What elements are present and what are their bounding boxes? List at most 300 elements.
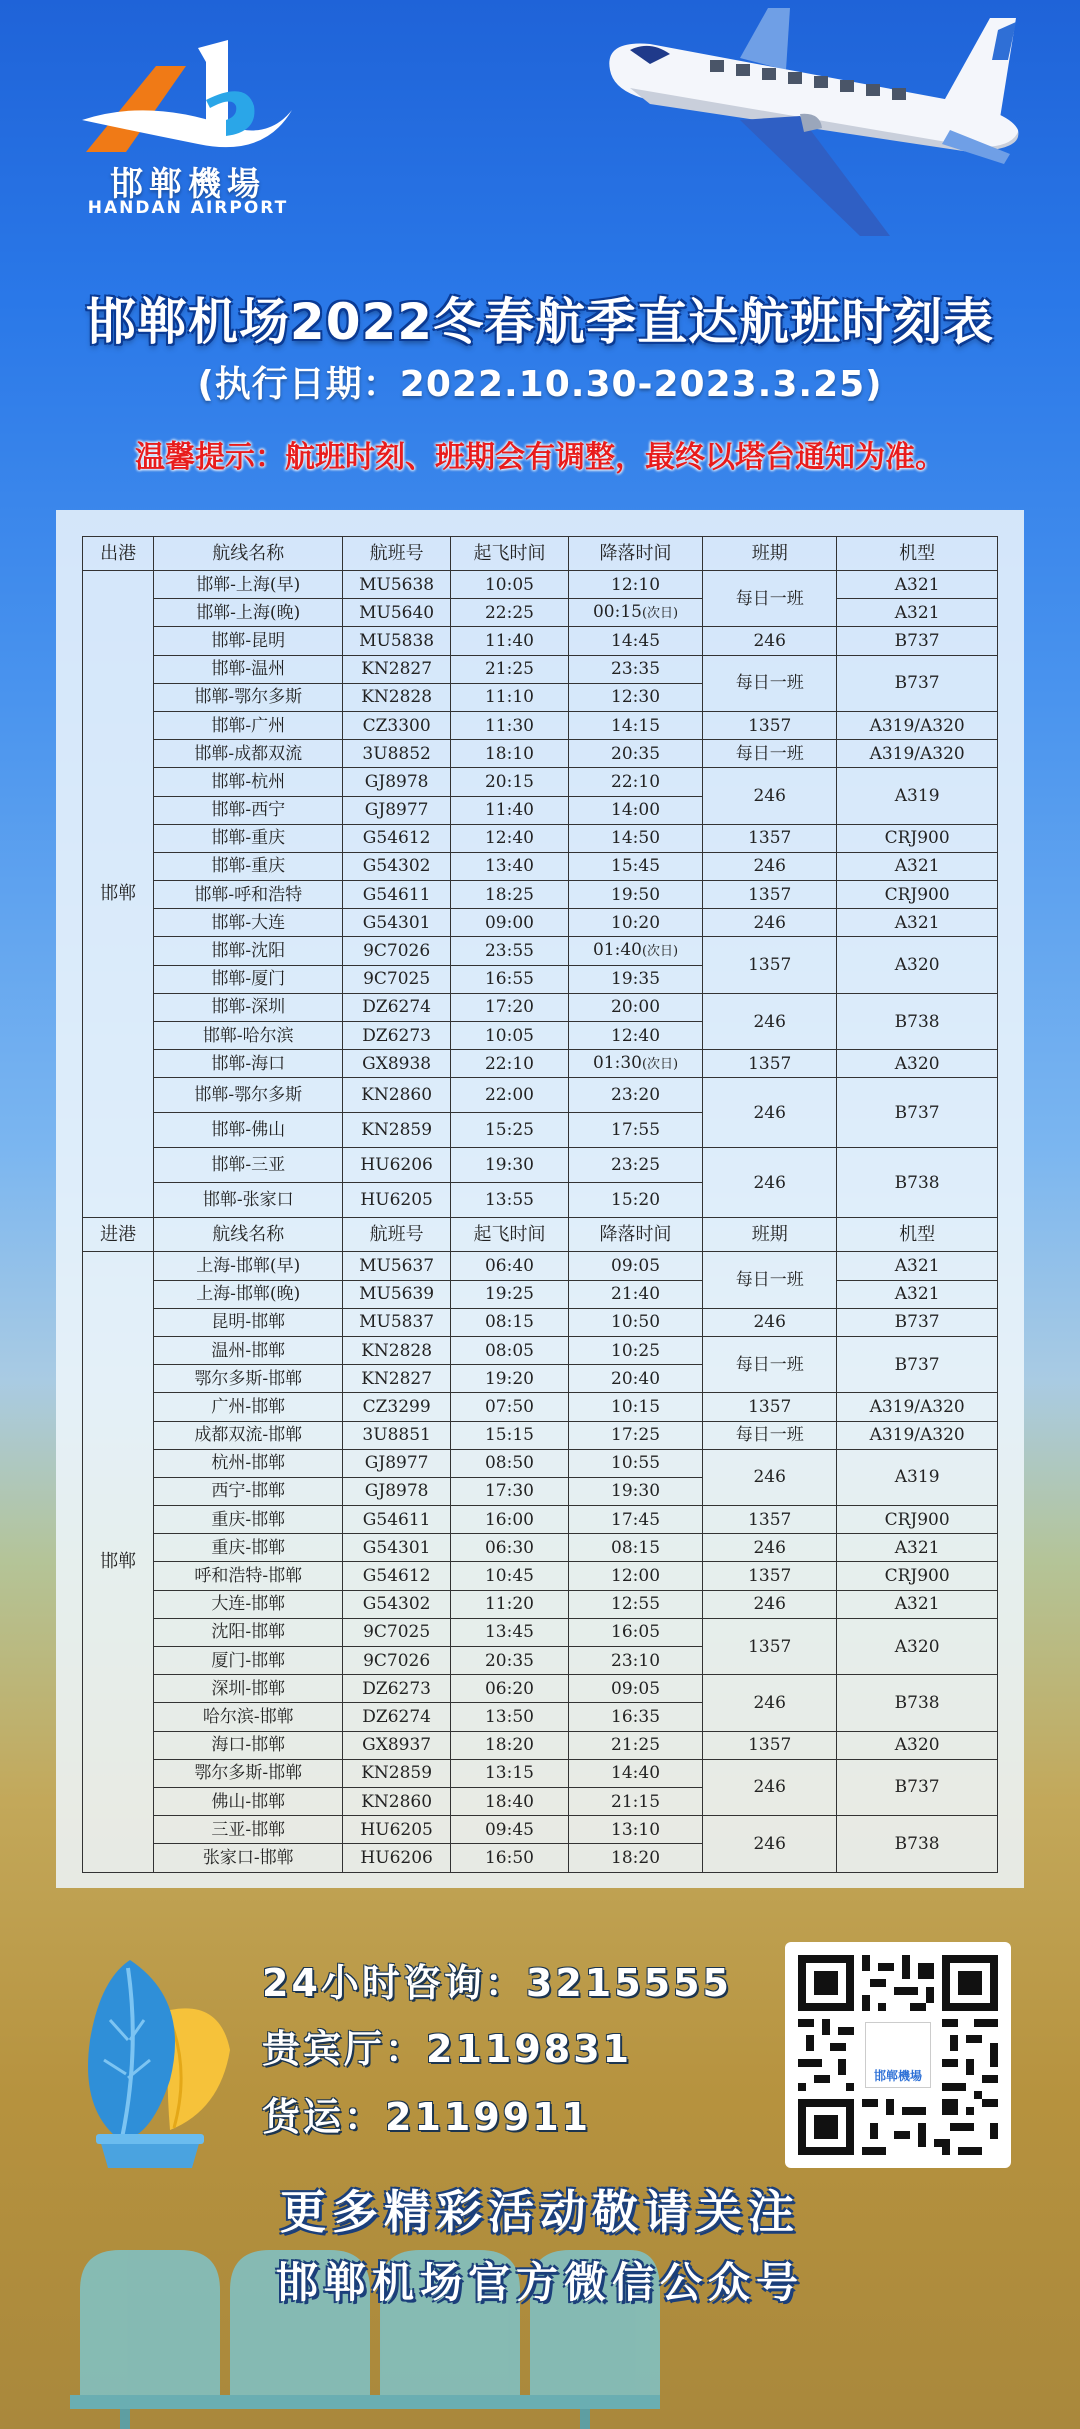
dep-time-cell: 10:05 (451, 571, 569, 599)
aircraft-cell: A319 (837, 1449, 998, 1505)
dep-time-cell: 11:40 (451, 627, 569, 655)
aircraft-cell: A321 (837, 852, 998, 880)
dep-time-cell: 16:00 (451, 1506, 569, 1534)
aircraft-cell: B738 (837, 1816, 998, 1872)
dep-time-cell: 20:15 (451, 768, 569, 796)
days-cell: 1357 (703, 881, 837, 909)
aircraft-cell: CRJ900 (837, 1506, 998, 1534)
page-title: 邯郸机场2022冬春航季直达航班时刻表 (85, 293, 995, 351)
arr-time-cell: 16:05 (568, 1618, 702, 1646)
notice-text: 温馨提示：航班时刻、班期会有调整，最终以塔台通知为准。 (135, 440, 945, 475)
dep-time-cell: 18:10 (451, 740, 569, 768)
aircraft-cell: A319/A320 (837, 1393, 998, 1421)
dep-time-cell: 11:40 (451, 796, 569, 824)
route-cell: 海口-邯郸 (154, 1731, 343, 1759)
days-cell: 246 (703, 1308, 837, 1336)
route-cell: 重庆-邯郸 (154, 1534, 343, 1562)
arr-time-cell: 15:20 (568, 1183, 702, 1218)
route-cell: 邯郸-鄂尔多斯 (154, 683, 343, 711)
flight-cell: GJ8977 (343, 1449, 451, 1477)
cargo-text: 货运：2119911 (262, 2095, 592, 2139)
dep-time-cell: 10:45 (451, 1562, 569, 1590)
dep-time-cell: 11:20 (451, 1590, 569, 1618)
dep-time-cell: 16:50 (451, 1844, 569, 1872)
arr-time-cell: 17:25 (568, 1421, 702, 1449)
dep-time-cell: 23:55 (451, 937, 569, 965)
dep-time-cell: 21:25 (451, 655, 569, 683)
dep-time-cell: 22:25 (451, 599, 569, 627)
header-cell: 航线名称 (154, 537, 343, 571)
aircraft-cell: B737 (837, 1759, 998, 1815)
days-cell: 246 (703, 1590, 837, 1618)
aircraft-cell: A321 (837, 1280, 998, 1308)
route-cell: 邯郸-大连 (154, 909, 343, 937)
aircraft-cell: B737 (837, 655, 998, 711)
route-cell: 西宁-邯郸 (154, 1477, 343, 1505)
dep-time-cell: 10:05 (451, 1022, 569, 1050)
flight-cell: G54301 (343, 1534, 451, 1562)
arr-time-cell: 21:25 (568, 1731, 702, 1759)
arr-time-cell: 10:55 (568, 1449, 702, 1477)
table-row (83, 1759, 998, 1787)
flight-cell: G54302 (343, 1590, 451, 1618)
route-cell: 邯郸-上海(早) (154, 571, 343, 599)
flight-cell: MU5637 (343, 1252, 451, 1280)
route-cell: 邯郸-成都双流 (154, 740, 343, 768)
days-cell: 每日一班 (703, 655, 837, 711)
dep-time-cell: 13:55 (451, 1183, 569, 1218)
arr-time-cell: 20:00 (568, 993, 702, 1021)
flight-cell: HU6205 (343, 1816, 451, 1844)
table-row (83, 1148, 998, 1183)
route-cell: 邯郸-深圳 (154, 993, 343, 1021)
route-cell: 广州-邯郸 (154, 1393, 343, 1421)
table-row (83, 599, 998, 627)
next-day-note: (次日) (641, 944, 679, 960)
arrival-header-row (83, 1218, 998, 1252)
route-cell: 邯郸-鄂尔多斯 (154, 1078, 343, 1113)
days-cell: 每日一班 (703, 1252, 837, 1308)
flight-cell: HU6206 (343, 1148, 451, 1183)
arr-time-cell (568, 599, 702, 627)
table-row (83, 1393, 998, 1421)
flight-cell: MU5837 (343, 1308, 451, 1336)
flight-cell: GJ8978 (343, 1477, 451, 1505)
table-row (83, 627, 998, 655)
dep-time-cell: 13:40 (451, 852, 569, 880)
dep-time-cell: 20:35 (451, 1647, 569, 1675)
arr-time-cell: 12:40 (568, 1022, 702, 1050)
aircraft-cell: B738 (837, 1148, 998, 1218)
arr-time-cell: 15:45 (568, 852, 702, 880)
route-cell: 邯郸-哈尔滨 (154, 1022, 343, 1050)
flight-cell: DZ6273 (343, 1675, 451, 1703)
flight-cell: GX8937 (343, 1731, 451, 1759)
table-row (83, 740, 998, 768)
days-cell: 每日一班 (703, 1421, 837, 1449)
table-row (83, 1590, 998, 1618)
route-cell: 邯郸-重庆 (154, 824, 343, 852)
arr-time-cell: 12:55 (568, 1590, 702, 1618)
route-cell: 邯郸-厦门 (154, 965, 343, 993)
effective-dates: (执行日期：2022.10.30-2023.3.25) (197, 364, 883, 405)
route-cell: 三亚-邯郸 (154, 1816, 343, 1844)
wechat-qr-code[interactable] (785, 1942, 1011, 2168)
hotline-text: 24小时咨询：3215555 (262, 1961, 732, 2005)
airplane-icon (590, 0, 1030, 240)
dep-time-cell: 17:20 (451, 993, 569, 1021)
flight-cell: MU5638 (343, 571, 451, 599)
aircraft-cell: A321 (837, 1590, 998, 1618)
aircraft-cell: B737 (837, 1308, 998, 1336)
flight-cell: KN2860 (343, 1078, 451, 1113)
flight-cell: MU5639 (343, 1280, 451, 1308)
table-row (83, 1562, 998, 1590)
flight-cell: GJ8977 (343, 796, 451, 824)
aircraft-cell: A321 (837, 909, 998, 937)
flight-cell: 3U8852 (343, 740, 451, 768)
flight-cell: HU6206 (343, 1844, 451, 1872)
departure-header-row (83, 537, 998, 571)
flight-cell: G54612 (343, 824, 451, 852)
header-cell: 班期 (703, 1218, 837, 1252)
flight-cell: 9C7025 (343, 1618, 451, 1646)
arr-time-cell: 18:20 (568, 1844, 702, 1872)
aircraft-cell: B737 (837, 627, 998, 655)
dep-time-cell: 09:45 (451, 1816, 569, 1844)
aircraft-cell: A320 (837, 937, 998, 993)
arr-time-cell: 14:40 (568, 1759, 702, 1787)
arr-time-cell: 23:10 (568, 1647, 702, 1675)
flight-cell: GJ8978 (343, 768, 451, 796)
table-row (83, 1280, 998, 1308)
arr-time-cell: 10:15 (568, 1393, 702, 1421)
dep-time-cell: 06:30 (451, 1534, 569, 1562)
aircraft-cell: A320 (837, 1731, 998, 1759)
aircraft-cell: B738 (837, 993, 998, 1049)
route-cell: 昆明-邯郸 (154, 1308, 343, 1336)
aircraft-cell: B737 (837, 1078, 998, 1148)
arr-time-cell: 23:20 (568, 1078, 702, 1113)
dep-time-cell: 19:30 (451, 1148, 569, 1183)
follow-line-1: 更多精彩活动敬请关注 (280, 2185, 800, 2239)
flight-cell: MU5640 (343, 599, 451, 627)
days-cell: 246 (703, 993, 837, 1049)
route-cell: 鄂尔多斯-邯郸 (154, 1365, 343, 1393)
table-row (83, 1050, 998, 1078)
days-cell: 246 (703, 1675, 837, 1731)
days-cell: 每日一班 (703, 740, 837, 768)
arr-time-cell: 12:10 (568, 571, 702, 599)
table-row (83, 881, 998, 909)
flight-cell: GX8938 (343, 1050, 451, 1078)
days-cell: 1357 (703, 1050, 837, 1078)
days-cell: 1357 (703, 711, 837, 739)
table-row (83, 1534, 998, 1562)
arr-time-cell: 10:50 (568, 1308, 702, 1336)
flight-cell: CZ3300 (343, 711, 451, 739)
aircraft-cell: B737 (837, 1336, 998, 1392)
table-row (83, 1336, 998, 1364)
dep-time-cell: 13:15 (451, 1759, 569, 1787)
table-row (83, 1252, 998, 1280)
arr-time-cell: 14:50 (568, 824, 702, 852)
arr-time-cell: 20:35 (568, 740, 702, 768)
days-cell: 246 (703, 1449, 837, 1505)
route-cell: 呼和浩特-邯郸 (154, 1562, 343, 1590)
arr-time-cell: 10:20 (568, 909, 702, 937)
arr-time-cell: 19:30 (568, 1477, 702, 1505)
flight-cell: MU5838 (343, 627, 451, 655)
arr-time-cell: 14:15 (568, 711, 702, 739)
dep-time-cell: 11:30 (451, 711, 569, 739)
arr-time-cell: 14:45 (568, 627, 702, 655)
table-row (83, 1078, 998, 1113)
dep-time-cell: 13:50 (451, 1703, 569, 1731)
dep-time-cell: 12:40 (451, 824, 569, 852)
flight-cell: DZ6274 (343, 993, 451, 1021)
arr-time-cell: 17:45 (568, 1506, 702, 1534)
vip-lounge-text: 贵宾厅：2119831 (262, 2027, 633, 2071)
route-cell: 张家口-邯郸 (154, 1844, 343, 1872)
table-row (83, 1421, 998, 1449)
table-row (83, 1506, 998, 1534)
route-cell: 厦门-邯郸 (154, 1647, 343, 1675)
table-row (83, 1731, 998, 1759)
aircraft-cell: CRJ900 (837, 881, 998, 909)
days-cell: 1357 (703, 1393, 837, 1421)
route-cell: 邯郸-上海(晚) (154, 599, 343, 627)
flight-cell: HU6205 (343, 1183, 451, 1218)
table-row (83, 1308, 998, 1336)
route-cell: 邯郸-海口 (154, 1050, 343, 1078)
arr-time-cell: 12:00 (568, 1562, 702, 1590)
days-cell: 246 (703, 1759, 837, 1815)
flight-cell: 9C7026 (343, 1647, 451, 1675)
dep-time-cell: 08:50 (451, 1449, 569, 1477)
header-cell: 出港 (83, 537, 154, 571)
flight-cell: KN2827 (343, 655, 451, 683)
aircraft-cell: A319 (837, 768, 998, 824)
dep-time-cell: 15:15 (451, 1421, 569, 1449)
route-cell: 邯郸-西宁 (154, 796, 343, 824)
arr-time-cell: 20:40 (568, 1365, 702, 1393)
days-cell: 246 (703, 1816, 837, 1872)
dep-time-cell: 06:20 (451, 1675, 569, 1703)
route-cell: 深圳-邯郸 (154, 1675, 343, 1703)
dep-time-cell: 13:45 (451, 1618, 569, 1646)
aircraft-cell: A320 (837, 1050, 998, 1078)
dep-time-cell: 22:00 (451, 1078, 569, 1113)
route-cell: 邯郸-昆明 (154, 627, 343, 655)
route-cell: 大连-邯郸 (154, 1590, 343, 1618)
arr-time-cell: 21:40 (568, 1280, 702, 1308)
qr-logo-text: 邯郸機場 (873, 2069, 922, 2083)
next-day-note: (次日) (641, 605, 679, 621)
next-day-note: (次日) (641, 1056, 679, 1072)
arr-time: 01:30 (592, 1052, 642, 1073)
flight-cell: DZ6274 (343, 1703, 451, 1731)
route-cell: 上海-邯郸(晚) (154, 1280, 343, 1308)
aircraft-cell: A321 (837, 1534, 998, 1562)
logo-english-text: HANDAN AIRPORT (87, 198, 289, 218)
dep-time-cell: 18:20 (451, 1731, 569, 1759)
days-cell: 246 (703, 852, 837, 880)
route-cell: 邯郸-杭州 (154, 768, 343, 796)
route-cell: 邯郸-沈阳 (154, 937, 343, 965)
flight-cell: G54612 (343, 1562, 451, 1590)
header-cell: 班期 (703, 537, 837, 571)
route-cell: 邯郸-重庆 (154, 852, 343, 880)
table-row (83, 852, 998, 880)
table-row (83, 711, 998, 739)
flight-cell: G54611 (343, 1506, 451, 1534)
route-cell: 邯郸-佛山 (154, 1113, 343, 1148)
arr-time: 00:15 (592, 601, 642, 622)
follow-line-2: 邯郸机场官方微信公众号 (275, 2258, 804, 2307)
route-cell: 邯郸-广州 (154, 711, 343, 739)
days-cell: 1357 (703, 1562, 837, 1590)
dep-time-cell: 09:00 (451, 909, 569, 937)
dep-time-cell: 06:40 (451, 1252, 569, 1280)
dep-time-cell: 08:05 (451, 1336, 569, 1364)
route-cell: 邯郸-三亚 (154, 1148, 343, 1183)
arr-time-cell: 08:15 (568, 1534, 702, 1562)
flight-cell: G54302 (343, 852, 451, 880)
logo-mark-icon (78, 40, 298, 160)
arr-time-cell: 10:25 (568, 1336, 702, 1364)
arr-time-cell: 22:10 (568, 768, 702, 796)
route-cell: 沈阳-邯郸 (154, 1618, 343, 1646)
logo-chinese-text: 邯郸機場 (110, 164, 266, 203)
header-cell: 机型 (837, 537, 998, 571)
arr-time-cell: 12:30 (568, 683, 702, 711)
table-row (83, 1675, 998, 1703)
flight-cell: KN2827 (343, 1365, 451, 1393)
arr-time-cell: 14:00 (568, 796, 702, 824)
days-cell: 1357 (703, 937, 837, 993)
table-row (83, 1816, 998, 1844)
flight-cell: KN2859 (343, 1759, 451, 1787)
header-cell: 机型 (837, 1218, 998, 1252)
route-cell: 温州-邯郸 (154, 1336, 343, 1364)
header-cell: 降落时间 (568, 537, 702, 571)
flight-cell: 9C7025 (343, 965, 451, 993)
arr-time-cell: 13:10 (568, 1816, 702, 1844)
qr-center-logo (865, 2022, 931, 2088)
aircraft-cell: A321 (837, 1252, 998, 1280)
flight-cell: 9C7026 (343, 937, 451, 965)
arr-time-cell: 23:25 (568, 1148, 702, 1183)
table-row (83, 655, 998, 683)
header-cell: 航班号 (343, 537, 451, 571)
dep-time-cell: 08:15 (451, 1308, 569, 1336)
days-cell: 每日一班 (703, 571, 837, 627)
arr-time-cell: 19:50 (568, 881, 702, 909)
table-row (83, 909, 998, 937)
arr-time: 01:40 (592, 940, 642, 961)
table-row (83, 824, 998, 852)
aircraft-cell: A319/A320 (837, 711, 998, 739)
departure-city-cell: 邯郸 (83, 571, 154, 1218)
aircraft-cell: A321 (837, 599, 998, 627)
arr-time-cell: 09:05 (568, 1675, 702, 1703)
table-row (83, 571, 998, 599)
aircraft-cell: B738 (837, 1675, 998, 1731)
flight-cell: KN2859 (343, 1113, 451, 1148)
header-cell: 起飞时间 (451, 537, 569, 571)
aircraft-cell: A320 (837, 1618, 998, 1674)
flight-cell: KN2860 (343, 1787, 451, 1815)
dep-time-cell: 15:25 (451, 1113, 569, 1148)
days-cell: 246 (703, 768, 837, 824)
dep-time-cell: 07:50 (451, 1393, 569, 1421)
dep-time-cell: 19:25 (451, 1280, 569, 1308)
flight-cell: G54611 (343, 881, 451, 909)
table-row (83, 768, 998, 796)
arr-time-cell: 21:15 (568, 1787, 702, 1815)
days-cell: 1357 (703, 1731, 837, 1759)
days-cell: 246 (703, 1534, 837, 1562)
arr-time-cell: 17:55 (568, 1113, 702, 1148)
potted-leaves-icon (70, 1940, 240, 2170)
airport-logo (78, 40, 298, 220)
days-cell: 1357 (703, 1618, 837, 1674)
route-cell: 杭州-邯郸 (154, 1449, 343, 1477)
dep-time-cell: 17:30 (451, 1477, 569, 1505)
arr-time-cell: 09:05 (568, 1252, 702, 1280)
header-cell: 起飞时间 (451, 1218, 569, 1252)
arrival-city-cell: 邯郸 (83, 1252, 154, 1872)
arr-time-cell: 16:35 (568, 1703, 702, 1731)
route-cell: 邯郸-张家口 (154, 1183, 343, 1218)
days-cell: 246 (703, 909, 837, 937)
route-cell: 鄂尔多斯-邯郸 (154, 1759, 343, 1787)
days-cell: 246 (703, 1148, 837, 1218)
header-cell: 航班号 (343, 1218, 451, 1252)
aircraft-cell: A319/A320 (837, 740, 998, 768)
flight-schedule-table (82, 536, 998, 1873)
dep-time-cell: 22:10 (451, 1050, 569, 1078)
arr-time-cell (568, 1050, 702, 1078)
flight-cell: 3U8851 (343, 1421, 451, 1449)
header-cell: 航线名称 (154, 1218, 343, 1252)
dep-time-cell: 11:10 (451, 683, 569, 711)
route-cell: 成都双流-邯郸 (154, 1421, 343, 1449)
header-cell: 降落时间 (568, 1218, 702, 1252)
aircraft-cell: A319/A320 (837, 1421, 998, 1449)
table-row (83, 993, 998, 1021)
dep-time-cell: 18:40 (451, 1787, 569, 1815)
flight-cell: CZ3299 (343, 1393, 451, 1421)
days-cell: 1357 (703, 824, 837, 852)
route-cell: 邯郸-呼和浩特 (154, 881, 343, 909)
table-row (83, 1618, 998, 1646)
flight-cell: DZ6273 (343, 1022, 451, 1050)
header-cell: 进港 (83, 1218, 154, 1252)
aircraft-cell: A321 (837, 571, 998, 599)
days-cell: 246 (703, 1078, 837, 1148)
route-cell: 哈尔滨-邯郸 (154, 1703, 343, 1731)
route-cell: 上海-邯郸(早) (154, 1252, 343, 1280)
arr-time-cell: 23:35 (568, 655, 702, 683)
route-cell: 佛山-邯郸 (154, 1787, 343, 1815)
route-cell: 邯郸-温州 (154, 655, 343, 683)
arr-time-cell (568, 937, 702, 965)
table-row (83, 937, 998, 965)
flight-cell: KN2828 (343, 683, 451, 711)
dep-time-cell: 16:55 (451, 965, 569, 993)
